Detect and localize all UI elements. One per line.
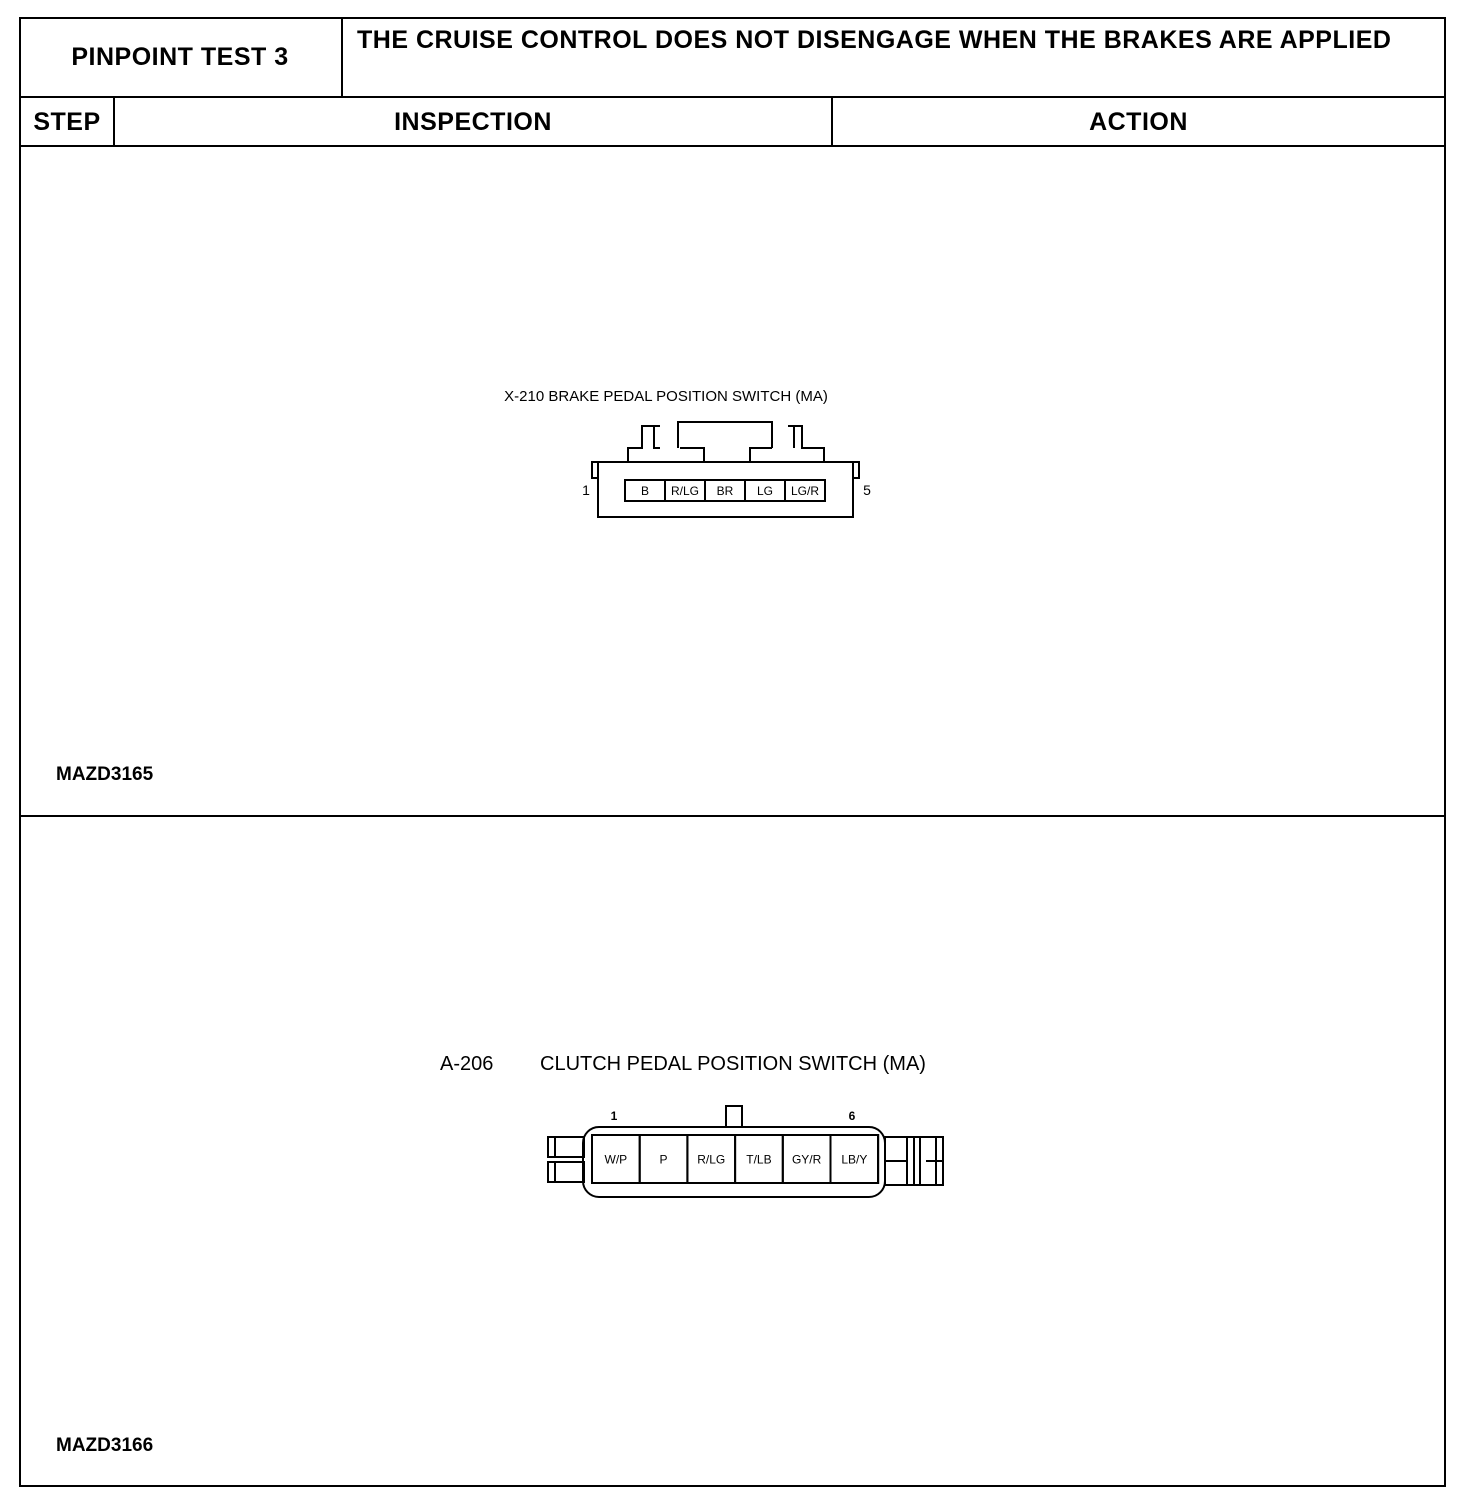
pin-wire-color: R/LG (670, 483, 700, 498)
pin-number-first: 1 (582, 482, 590, 498)
clutch-switch-connector-id: A-206 (440, 1053, 494, 1075)
row-divider (19, 815, 1446, 817)
pin-wire-color: B (640, 483, 650, 498)
column-header-divider (19, 145, 1446, 147)
pin-wire-color: P (659, 1152, 668, 1167)
pin-cavities (625, 480, 825, 501)
pin-cavity (785, 480, 825, 501)
pin-wire-color: LB/Y (841, 1152, 868, 1167)
pin-wire-color: LG (756, 483, 774, 498)
pinpoint-test-table (19, 17, 1446, 1487)
pin-wire-color: T/LB (746, 1152, 772, 1167)
pin-cavity (831, 1135, 879, 1183)
column-action-header: ACTION (1089, 107, 1188, 136)
pin-number-last: 6 (848, 1109, 856, 1123)
pin-cavity (705, 480, 745, 501)
pin-cavity (640, 1135, 688, 1183)
pin-cavity (735, 1135, 783, 1183)
pin-cavity (592, 1135, 640, 1183)
pin-cavity (625, 480, 665, 501)
pin-wire-color: LG/R (790, 483, 820, 498)
pin-wire-color: BR (716, 483, 734, 498)
clutch-switch-connector-name: CLUTCH PEDAL POSITION SWITCH (MA) (540, 1053, 926, 1075)
pin-cavity (687, 1135, 735, 1183)
test-description: THE CRUISE CONTROL DOES NOT DISENGAGE WHEN THE BRAKES ARE APPLIED (357, 26, 1392, 54)
pin-cavity (745, 480, 785, 501)
connector-housing (592, 422, 859, 517)
clutch-switch-connector-diagram (430, 1040, 990, 1210)
pin-cavities (592, 1135, 878, 1183)
pin-wire-color: W/P (604, 1152, 628, 1167)
pin-wire-color: GY/R (791, 1152, 822, 1167)
pin-number-last: 5 (863, 482, 871, 498)
brake-switch-connector-title: X-210 BRAKE PEDAL POSITION SWITCH (MA) (504, 388, 828, 405)
figure-id: MAZD3165 (56, 764, 154, 785)
brake-switch-connector-diagram (470, 380, 890, 530)
pin-number-first: 1 (610, 1109, 618, 1123)
pin-cavity (783, 1135, 831, 1183)
test-title: PINPOINT TEST 3 (19, 17, 343, 98)
column-step-header: STEP (33, 107, 101, 136)
pin-cavity (665, 480, 705, 501)
pin-wire-color: R/LG (697, 1152, 726, 1167)
figure-id: MAZD3166 (56, 1435, 154, 1456)
column-inspection-header: INSPECTION (394, 107, 552, 136)
